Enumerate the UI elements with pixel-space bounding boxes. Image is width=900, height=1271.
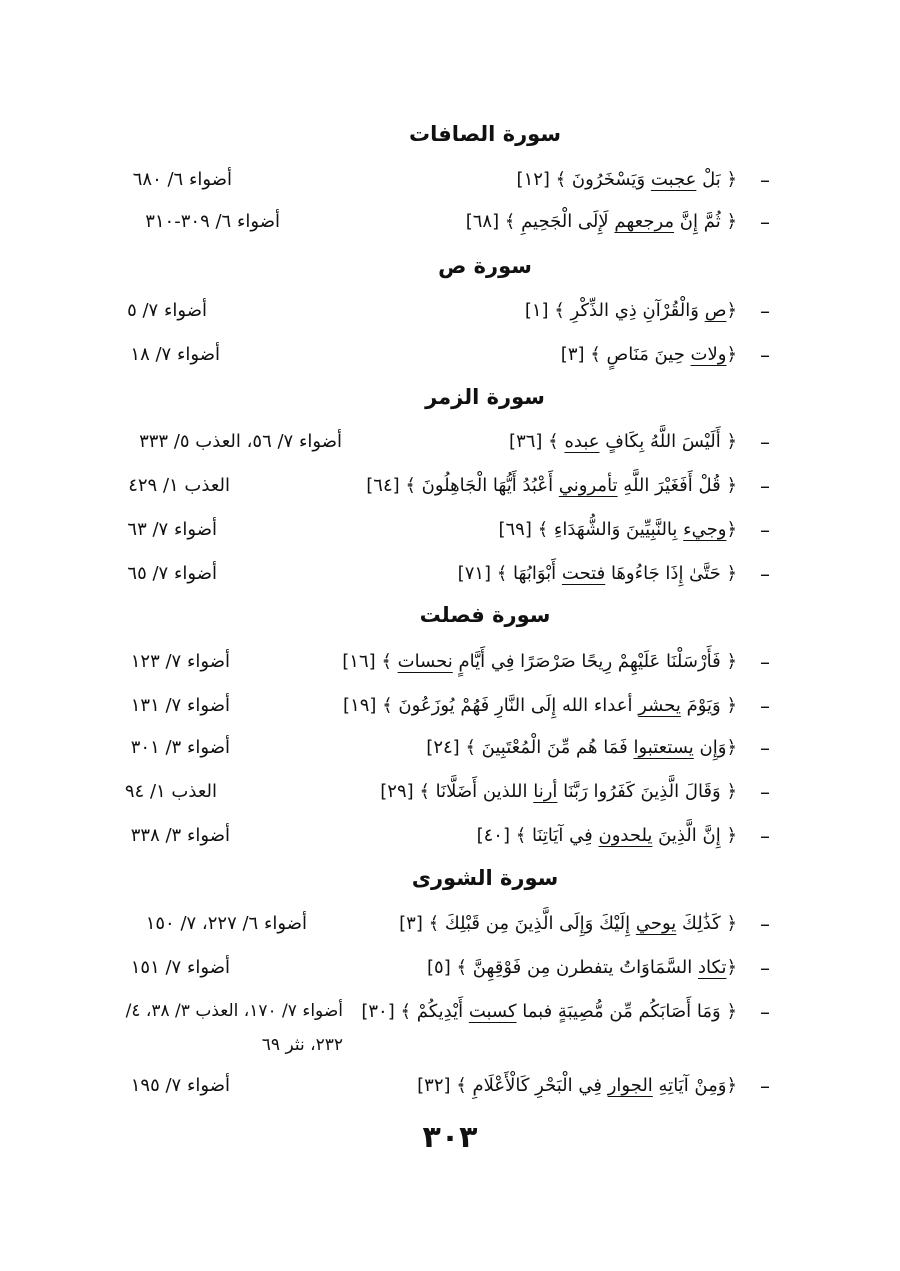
reference-text: أضواء ٦/ ٣٠٩-٣١٠	[145, 211, 280, 232]
underlined-word: فتحت	[561, 563, 606, 584]
verse-text: ﴿تكاد السَّمَاوَاتُ يتفطرن مِن فَوْقِهِنَّ ﴾ [٥]	[427, 957, 737, 978]
reference-text: أضواء ٧/ ١٩٥	[130, 1075, 230, 1096]
entry-row	[0, 818, 900, 854]
underlined-word: عجبت	[650, 169, 697, 190]
reference-text: أضواء ٧/ ١٣١	[130, 695, 230, 716]
underlined-word: تكاد	[698, 957, 727, 978]
verse-text: ﴿ أَلَيْسَ اللَّهُ بِكَافٍ عبده ﴾ [٣٦]	[509, 431, 737, 452]
reference-text: أضواء ٧/ ٥	[127, 300, 207, 321]
underlined-word: يوحي	[635, 913, 677, 934]
bullet-dash: –	[760, 299, 770, 323]
reference-text: العذب ١/ ٩٤	[124, 781, 217, 802]
underlined-word: أرنا	[533, 781, 558, 802]
entry-row	[0, 424, 900, 460]
reference-text: أضواء ٦/ ٦٨٠	[132, 169, 232, 190]
bullet-dash: –	[760, 430, 770, 454]
bullet-dash: –	[760, 518, 770, 542]
section-title: سورة ص	[438, 254, 532, 278]
entry-row	[0, 950, 900, 986]
verse-text: ﴿ كَذَٰلِكَ يوحي إِلَيْكَ وَإِلَى الَّذِينَ مِن قَبْلِكَ ﴾ [٣]	[399, 913, 737, 934]
verse-text: ﴿ وَمَا أَصَابَكُم مِّن مُّصِيبَةٍ فبما كسبت أَيْدِيكُمْ ﴾ [٣٠]	[361, 1001, 737, 1022]
verse-text: ﴿ إِنَّ الَّذِينَ يلحدون فِي آيَاتِنَا ﴾ [٤٠]	[476, 825, 737, 846]
entry-row	[0, 468, 900, 504]
entry-row	[0, 293, 900, 329]
reference-text: أضواء ٣/ ٣٣٨	[130, 825, 230, 846]
underlined-word: وجيء	[683, 519, 727, 540]
entry-row	[0, 162, 900, 198]
reference-text: أضواء ٧/ ٥٦، العذب ٥/ ٣٣٣	[139, 431, 342, 452]
verse-text: ﴿ قُلْ أَفَغَيْرَ اللَّهِ تأمروني أَعْبُدُ أَيُّهَا الْجَاهِلُونَ ﴾ [٦٤]	[366, 475, 737, 496]
verse-text: ﴿ فَأَرْسَلْنَا عَلَيْهِمْ رِيحًا صَرْصَرًا فِي أَيَّامٍ نحسات ﴾ [١٦]	[342, 651, 737, 672]
verse-text: ﴿ وَيَوْمَ يحشر أعداء الله إِلَى النَّارِ فَهُمْ يُوزَعُونَ ﴾ [١٩]	[343, 695, 737, 716]
bullet-dash: –	[760, 210, 770, 234]
entry-row	[0, 204, 900, 240]
bullet-dash: –	[760, 1000, 770, 1024]
verse-text: ﴿ وَقَالَ الَّذِينَ كَفَرُوا رَبَّنَا أرنا اللذين أَضَلَّانَا ﴾ [٢٩]	[380, 781, 737, 802]
section-title: سورة الزمر	[425, 385, 545, 409]
reference-text: أضواء ٧/ ١٨	[130, 344, 220, 365]
verse-text: ﴿وَإِن يستعتبوا فَمَا هُم مِّنَ الْمُعْتَبِينَ ﴾ [٢٤]	[426, 737, 737, 758]
entry-row	[0, 337, 900, 373]
entry-row	[0, 644, 900, 680]
reference-text: أضواء ٣/ ٣٠١	[130, 737, 230, 758]
entry-row	[0, 906, 900, 942]
verse-text: ﴿ حَتَّىٰ إِذَا جَاءُوهَا فتحت أَبْوَابُهَا ﴾ [٧١]	[457, 563, 737, 584]
entry-row	[0, 688, 900, 724]
bullet-dash: –	[760, 736, 770, 760]
bullet-dash: –	[760, 912, 770, 936]
bullet-dash: –	[760, 168, 770, 192]
reference-text: أضواء ٧/ ١٧٠، العذب ٣/ ٣٨، ٤/ ٢٣٢، نثر ٦٩	[125, 1001, 343, 1055]
section-title: سورة الصافات	[408, 122, 561, 146]
section-title: سورة الشورى	[411, 866, 559, 890]
bullet-dash: –	[760, 474, 770, 498]
reference-text: أضواء ٦/ ٢٢٧، ٧/ ١٥٠	[145, 913, 307, 934]
bullet-dash: –	[760, 1074, 770, 1098]
bullet-dash: –	[760, 562, 770, 586]
entry-row	[0, 512, 900, 548]
reference-text: العذب ١/ ٤٢٩	[128, 475, 230, 496]
reference-text: أضواء ٧/ ٦٣	[127, 519, 217, 540]
underlined-word: كسبت	[468, 1001, 517, 1022]
entry-row	[0, 556, 900, 592]
underlined-word: ولات	[690, 344, 727, 365]
bullet-dash: –	[760, 824, 770, 848]
bullet-dash: –	[760, 650, 770, 674]
underlined-word: نحسات	[397, 651, 453, 672]
verse-text: ﴿ص وَالْقُرْآنِ ذِي الذِّكْرِ ﴾ [١]	[524, 300, 737, 321]
underlined-word: يحشر	[638, 695, 681, 716]
reference-text: أضواء ٧/ ١٢٣	[130, 651, 230, 672]
underlined-word: يستعتبوا	[633, 737, 694, 758]
bullet-dash: –	[760, 780, 770, 804]
verse-text: ﴿ بَلْ عجبت وَيَسْخَرُونَ ﴾ [١٢]	[516, 169, 737, 190]
underlined-word: تأمروني	[558, 475, 618, 496]
entry-row	[0, 774, 900, 810]
underlined-word: الجوار	[607, 1075, 653, 1096]
section-title: سورة فصلت	[419, 603, 551, 627]
entry-row	[0, 994, 900, 1066]
reference-text: أضواء ٧/ ١٥١	[130, 957, 230, 978]
bullet-dash: –	[760, 343, 770, 367]
reference-text: أضواء ٧/ ٦٥	[127, 563, 217, 584]
underlined-word: مرجعهم	[614, 211, 675, 232]
underlined-word: يلحدون	[598, 825, 653, 846]
verse-text: ﴿وجيء بِالنَّبِيِّينَ وَالشُّهَدَاءِ ﴾ [٦٩]	[498, 519, 737, 540]
verse-text: ﴿ ثُمَّ إِنَّ مرجعهم لَإِلَى الْجَحِيمِ ﴾ [٦٨]	[465, 211, 737, 232]
bullet-dash: –	[760, 694, 770, 718]
bullet-dash: –	[760, 956, 770, 980]
verse-text: ﴿وَمِنْ آيَاتِهِ الجوار فِي الْبَحْرِ كَالْأَعْلَامِ ﴾ [٣٢]	[417, 1075, 737, 1096]
underlined-word: عبده	[564, 431, 600, 452]
verse-text: ﴿ولات حِينَ مَنَاصٍ ﴾ [٣]	[560, 344, 737, 365]
underlined-word: ص	[704, 300, 727, 321]
entry-row	[0, 730, 900, 766]
entry-row	[0, 1068, 900, 1104]
page-number: ٣٠٣	[422, 1120, 478, 1155]
